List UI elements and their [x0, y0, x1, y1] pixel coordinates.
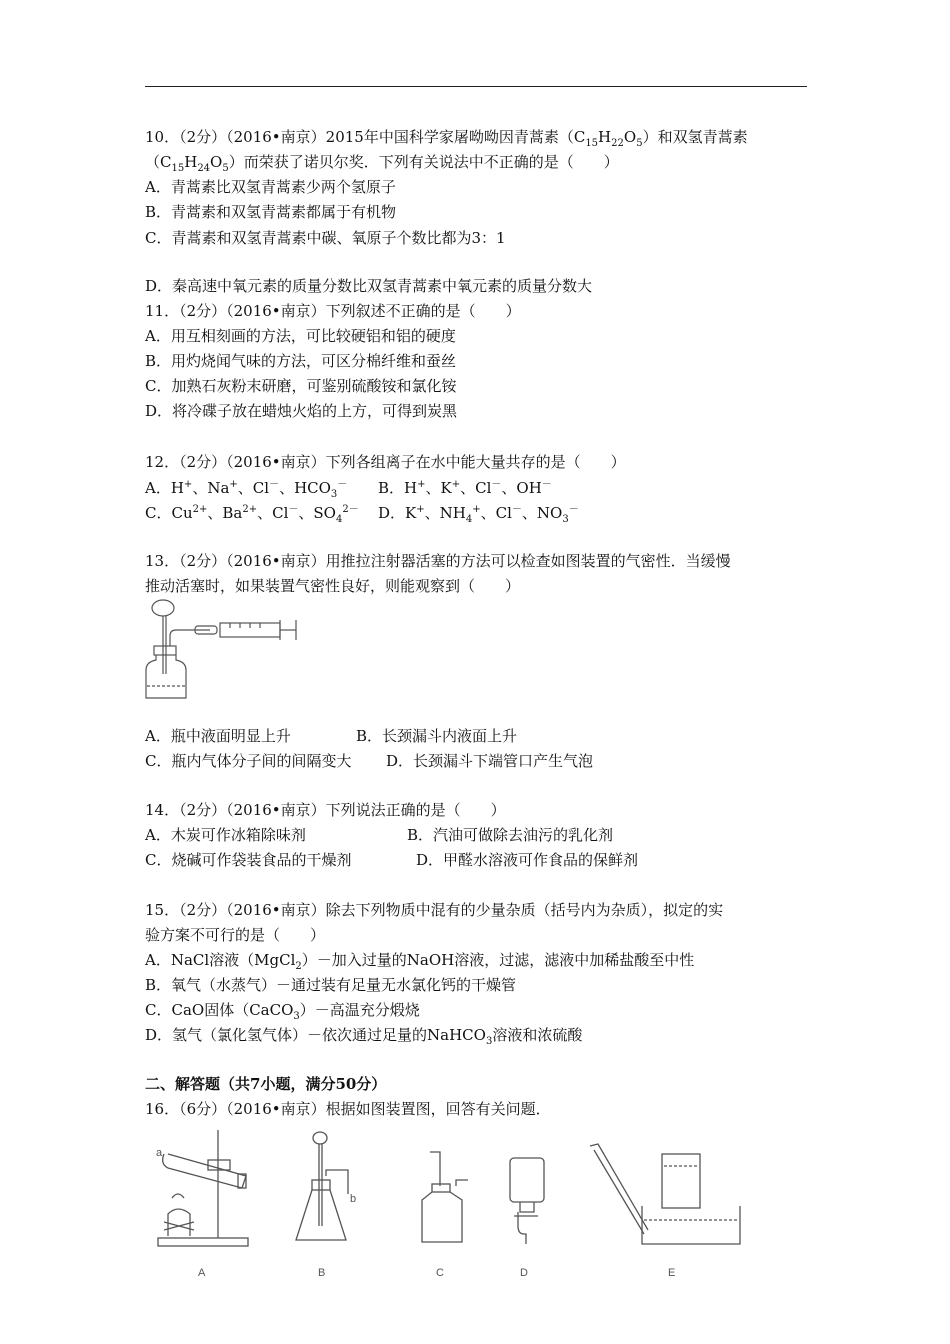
header-rule	[145, 86, 807, 87]
q16-label-b: b	[350, 1193, 357, 1205]
q12-option-c: C．$Cu^{2+}$、$Ba^{2+}$、Cl－、$SO_4^{2-}$	[145, 504, 359, 525]
q11-option-c: C．加熟石灰粉末研磨，可鉴别硫酸铵和氯化铵	[145, 377, 457, 395]
q15-option-b: B．氧气（水蒸气）－通过装有足量无水氯化钙的干燥管	[145, 976, 517, 994]
q13-option-b: B．长颈漏斗内液面上升	[356, 727, 518, 745]
q10-option-a: A．青蒿素比双氢青蒿素少两个氢原子	[145, 178, 396, 196]
q12-option-d: D．K+、$NH_4^+$、Cl－、$NO_3^-$	[378, 504, 579, 525]
q10-stem-line1: 10．（2分）（2016•南京）2015年中国科学家屠呦呦因青蒿素$(C_{15}H_{22}O_5)$和双氢青蒿素	[145, 128, 748, 149]
q12-option-b: B．H+、K+、Cl－、OH－	[378, 479, 552, 497]
q13-stem-line1: 13．（2分）（2016•南京）用推拉注射器活塞的方法可以检查如图装置的气密性．当缓慢	[145, 552, 731, 570]
q11-option-b: B．用灼烧闻气味的方法，可区分棉纤维和蚕丝	[145, 352, 457, 370]
q11-option-a: A．用互相刻画的方法，可比较硬铝和铝的硬度	[145, 327, 456, 345]
q13-stem-line2: 推动活塞时，如果装置气密性良好，则能观察到（ ）	[145, 577, 521, 595]
q10-option-d: D．秦高速中氧元素的质量分数比双氢青蒿素中氧元素的质量分数大	[145, 277, 593, 295]
q16-figure-e-label: E	[668, 1267, 676, 1279]
q16-figure-d-label: D	[520, 1267, 528, 1279]
q15-option-d: D．氢气（氯化氢气体）－依次通过足量的NaHCO$_3$溶液和浓硫酸	[145, 1026, 583, 1047]
q16-label-a: a	[156, 1147, 163, 1159]
q16-stem: 16．（6分）（2016•南京）根据如图装置图，回答有关问题．	[145, 1100, 551, 1118]
q10-stem-line2: $(C_{15}H_{24}O_5)$而荣获了诺贝尔奖．下列有关说法中不正确的是（ ）	[145, 153, 619, 174]
section-heading: 二、解答题（共7小题，满分50分）	[145, 1075, 387, 1093]
q12-option-a: A．H+、Na+、Cl－、$HCO_3^-$	[145, 479, 348, 500]
q14-option-a: A．木炭可作冰箱除味剂	[145, 826, 306, 844]
q13-option-a: A．瓶中液面明显上升	[145, 727, 291, 745]
q10-option-c: C．青蒿素和双氢青蒿素中碳、氧原子个数比都为3：1	[145, 229, 506, 247]
q15-stem-line1: 15．（2分）（2016•南京）除去下列物质中混有的少量杂质（括号内为杂质），拟定的实	[145, 901, 724, 919]
q13-airtightness-apparatus-figure	[140, 598, 305, 703]
q16-figure-b-label: B	[318, 1267, 326, 1279]
q15-option-c: C．CaO固体（CaCO$_3$）－高温充分煅烧	[145, 1001, 420, 1022]
q15-stem-line2: 验方案不可行的是（ ）	[145, 926, 326, 944]
q15-option-a: A．NaCl溶液（MgCl$_2$）－加入过量的NaOH溶液，过滤，滤液中加稀盐酸至中性	[145, 951, 695, 972]
q13-option-c: C．瓶内气体分子间的间隔变大	[145, 752, 352, 770]
q11-option-d: D．将冷碟子放在蜡烛火焰的上方，可得到炭黑	[145, 402, 458, 420]
q14-stem: 14．（2分）（2016•南京）下列说法正确的是（ ）	[145, 801, 506, 819]
q14-option-b: B．汽油可做除去油污的乳化剂	[407, 826, 614, 844]
q10-option-b: B．青蒿素和双氢青蒿素都属于有机物	[145, 203, 397, 221]
q14-option-d: D．甲醛水溶液可作食品的保鲜剂	[416, 851, 639, 869]
q11-stem: 11．（2分）（2016•南京）下列叙述不正确的是（ ）	[145, 302, 521, 320]
q14-option-c: C．烧碱可作袋装食品的干燥剂	[145, 851, 352, 869]
q12-stem: 12．（2分）（2016•南京）下列各组离子在水中能大量共存的是（ ）	[145, 453, 626, 471]
q16-figure-a-label: A	[198, 1267, 206, 1279]
q16-apparatus-figure	[150, 1126, 810, 1281]
q16-figure-c-label: C	[436, 1267, 444, 1279]
q13-option-d: D．长颈漏斗下端管口产生气泡	[386, 752, 594, 770]
